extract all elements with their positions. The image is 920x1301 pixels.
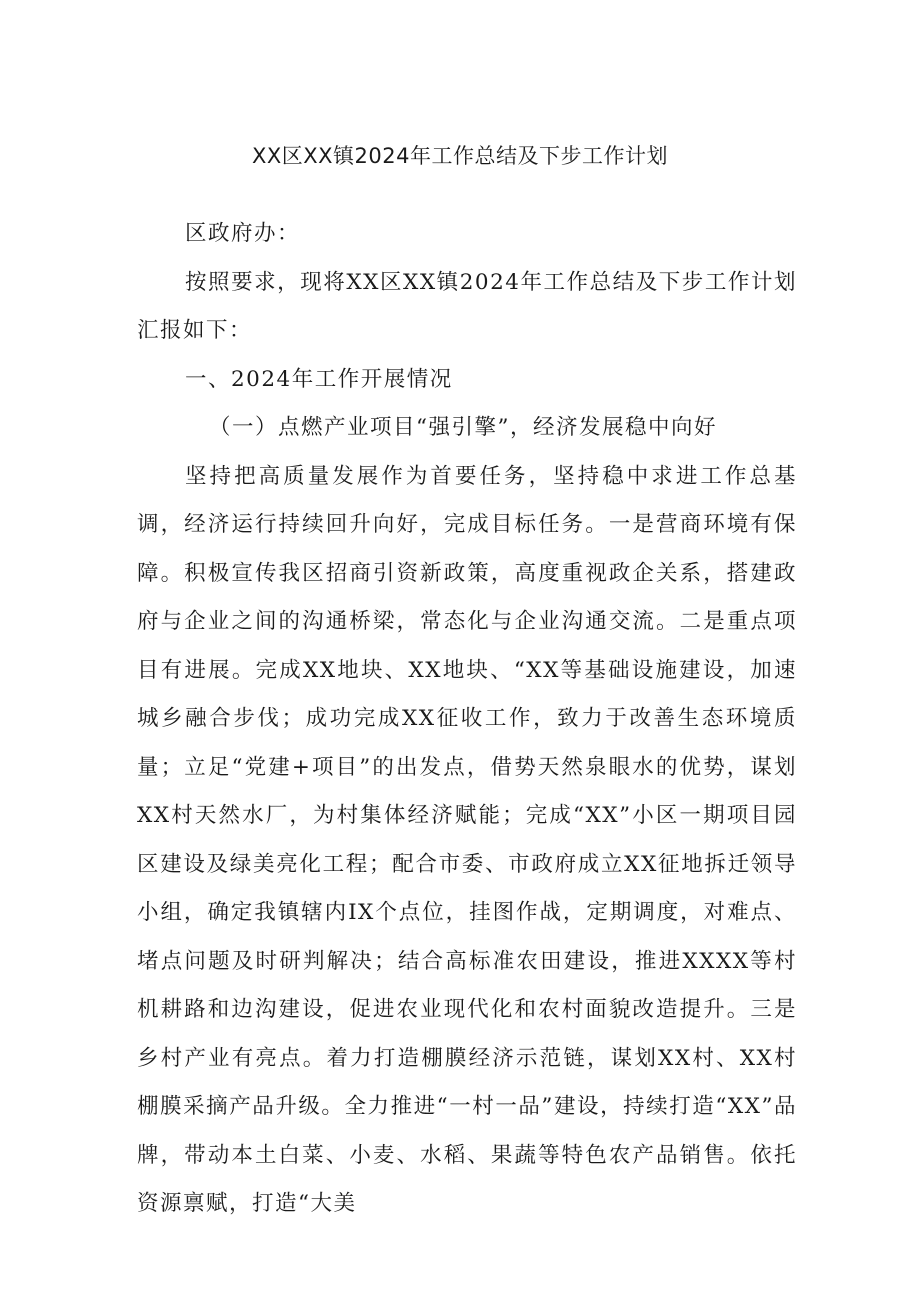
intro-paragraph: 按照要求，现将XX区XX镇2024年工作总结及下步工作计划汇报如下： [137,269,797,343]
section-heading: 一、2024年工作开展情况 [185,366,453,392]
salutation: 区政府办： [185,221,301,246]
body-paragraph: 坚持把高质量发展作为首要任务，坚持稳中求进工作总基调，经济运行持续回升向好，完成目标任务。一是营商环境有保障。积极宣传我区招商引资新政策，高度重视政企关系，搭建政府与企业之间的沟通桥梁，常态化与企业沟通交流。二是重点项目有进展。完成XX地块、XX地块、“XX等基础设施建设，加速城乡融合步伐；成功完成XX征收工作，致力于改善生态环境质量；立足“党建+项目”的出发点，借势天然泉眼水的优势，谋划XX村天然水厂，为村集体经济赋能；完成“XX”小区一期项目园区建设及绿美亮化工程；配合市委、市政府成立XX征地拆迁领导小组，确定我镇辖内IX个点位，挂图作战，定期调度，对难点、堵点问题及时研判解决；结合高标准农田建设，推进XXXX等村机耕路和边沟建设，促进农业现代化和农村面貌改造提升。三是乡村产业有亮点。着力打造棚膜经济示范链，谋划XX村、XX村棚膜采摘产品升级。全力推进“一村一品”建设，持续打造“XX”品牌，带动本土白菜、小麦、水稻、果蔬等特色农产品销售。依托资源禀赋，打造“大美 [137,463,797,1216]
subsection-heading: （一）点燃产业项目“强引擎”，经济发展稳中向好 [209,415,717,440]
document-title: XX区XX镇2024年工作总结及下步工作计划 [252,144,668,168]
document-body [137,210,797,1229]
